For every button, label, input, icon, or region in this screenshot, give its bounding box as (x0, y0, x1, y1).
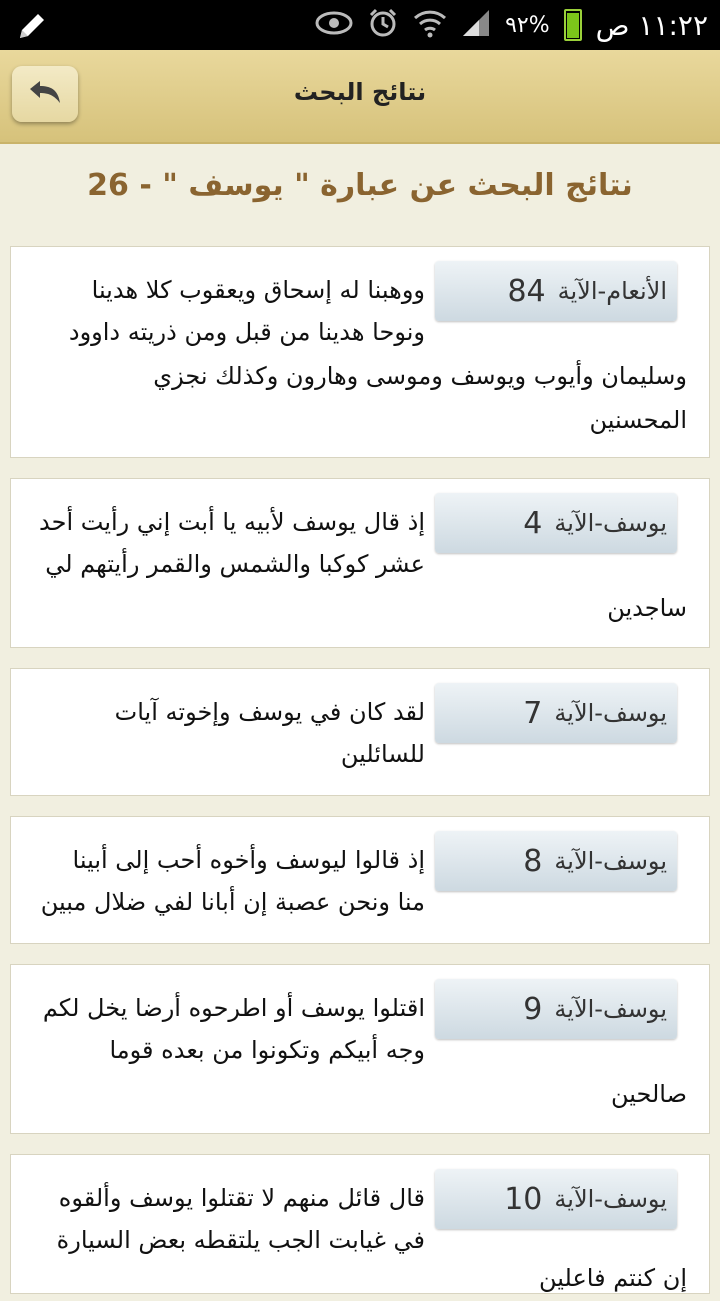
surah-name: يوسف (602, 509, 667, 537)
verse-line: صالحين (610, 1080, 687, 1108)
ayah-number: 9 (523, 991, 543, 1027)
ayah-label: الآية (557, 277, 598, 305)
verse-reference[interactable] (435, 1169, 677, 1229)
surah-name: يوسف (602, 699, 667, 727)
verse-line: لقد كان في يوسف وإخوته آيات (114, 698, 425, 726)
verse-line: قال قائل منهم لا تقتلوا يوسف وألقوه (58, 1184, 425, 1212)
ayah-label: الآية (554, 509, 595, 537)
surah-name: يوسف (602, 1185, 667, 1213)
signal-icon (461, 8, 491, 42)
result-card[interactable] (10, 478, 710, 648)
edit-icon (16, 8, 50, 46)
status-bar (0, 0, 720, 50)
ayah-label: الآية (554, 1185, 595, 1213)
verse-reference[interactable] (435, 261, 677, 321)
eye-icon (315, 10, 353, 40)
clock: ١١:٢٢ ص (595, 8, 708, 42)
verse-line: منا ونحن عصبة إن أبانا لفي ضلال مبين (40, 888, 425, 916)
verse-line: إذ قالوا ليوسف وأخوه أحب إلى أبينا (72, 846, 425, 874)
title-bar (0, 50, 720, 144)
separator: - (597, 277, 607, 305)
verse-line: وجه أبيكم وتكونوا من بعده قوما (109, 1036, 425, 1064)
wifi-icon (413, 6, 447, 44)
verse-reference[interactable] (435, 979, 677, 1039)
ayah-number: 84 (507, 273, 546, 309)
verse-line: في غيابت الجب يلتقطه بعض السيارة (56, 1226, 425, 1254)
surah-name: يوسف (602, 847, 667, 875)
separator: - (594, 847, 603, 875)
result-card[interactable] (10, 1154, 710, 1294)
surah-name: يوسف (602, 995, 667, 1023)
ayah-number: 10 (504, 1181, 543, 1217)
verse-line: إذ قال يوسف لأبيه يا أبت إني رأيت أحد (39, 508, 425, 536)
results-heading: نتائج البحث عن عبارة " يوسف " - 26 (87, 168, 633, 203)
verse-line: عشر كوكبا والشمس والقمر رأيتهم لي (45, 550, 425, 578)
surah-name: الأنعام (606, 277, 667, 305)
separator: - (594, 699, 603, 727)
verse-line: وسليمان وأيوب ويوسف وموسى وهارون وكذلك نجزي (153, 362, 687, 390)
alarm-icon (367, 7, 399, 43)
result-card[interactable] (10, 964, 710, 1134)
battery-icon (564, 9, 582, 41)
verse-line: ووهبنا له إسحاق ويعقوب كلا هدينا (91, 276, 425, 304)
verse-reference[interactable] (435, 831, 677, 891)
battery-percentage: ٩٢% (505, 12, 550, 38)
result-card[interactable] (10, 668, 710, 796)
ayah-label: الآية (554, 847, 595, 875)
ayah-label: الآية (554, 995, 595, 1023)
result-card[interactable] (10, 816, 710, 944)
verse-line: ونوحا هدينا من قبل ومن ذريته داوود (68, 318, 425, 346)
separator: - (594, 995, 603, 1023)
page-title: نتائج البحث (293, 78, 427, 106)
ayah-number: 8 (523, 843, 543, 879)
separator: - (594, 509, 603, 537)
verse-line: المحسنين (589, 406, 687, 434)
verse-line: للسائلين (340, 740, 425, 768)
ayah-number: 4 (523, 505, 543, 541)
verse-reference[interactable] (435, 683, 677, 743)
ayah-number: 7 (523, 695, 543, 731)
verse-line: ساجدين (607, 594, 687, 622)
ayah-label: الآية (554, 699, 595, 727)
verse-reference[interactable] (435, 493, 677, 553)
verse-line: اقتلوا يوسف أو اطرحوه أرضا يخل لكم (42, 994, 425, 1022)
separator: - (594, 1185, 603, 1213)
verse-line: إن كنتم فاعلين (539, 1264, 687, 1292)
result-card[interactable] (10, 246, 710, 458)
